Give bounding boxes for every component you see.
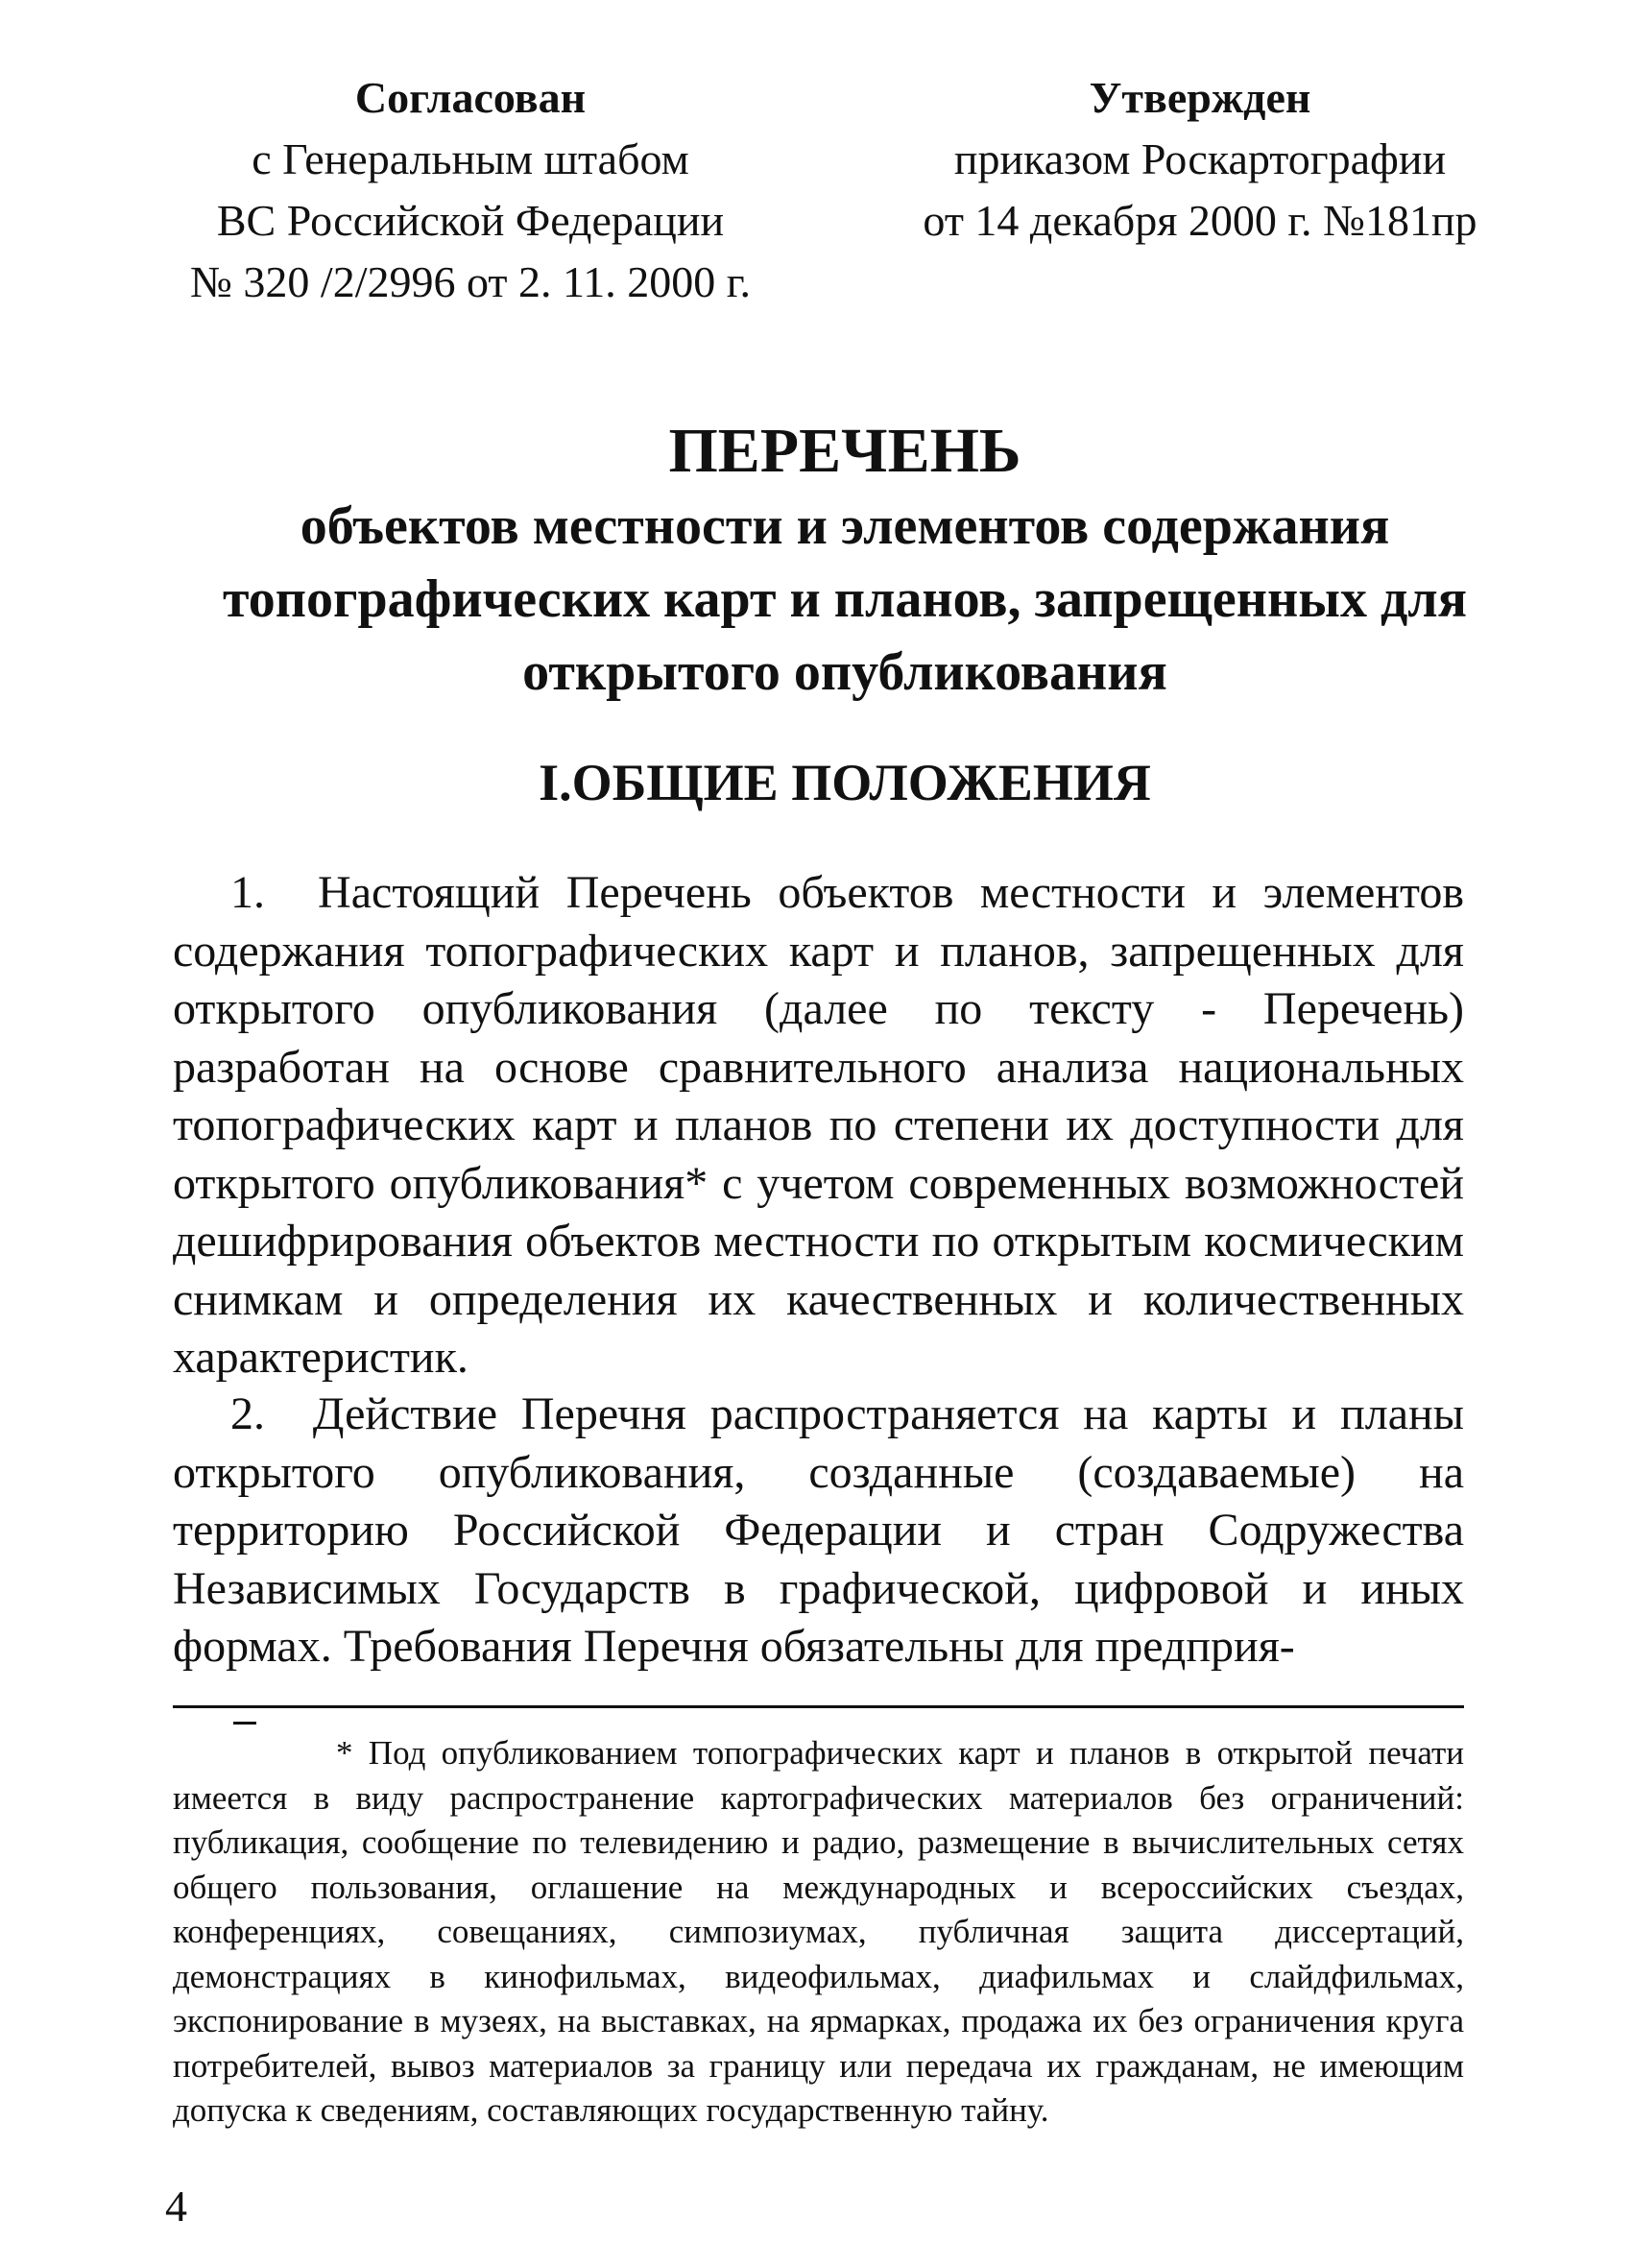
document-subtitle: объектов местности и элементов содержания топографических карт и планов, запрещенных для открытого опубликования	[223, 496, 1467, 702]
footnote: * Под опубликованием топографических карт и планов в открытой печати имеется в виду распространение картографических материалов без ограничений: публикация, сообщение по телевидению и радио, размещение в вычислительных сетях общего пользования, оглашение на международных и всероссийских съездах, конференциях, совещаниях, симпозиумах, публичная защита диссертаций, демонстрациях в кинофильмах, видеофильмах, диафильмах и слайдфильмах, экспонирование в музеях, на выставках, на ярмарках, продажа их без ограничения круга потребителей, вывоз материалов за границу или передача их гражданам, не имеющим допуска к сведениям, составляющих государственную тайну.	[173, 1734, 1464, 2129]
approval-agreed-heading: Согласован	[354, 73, 587, 122]
approval-approved-line: приказом Роскартографии	[953, 134, 1447, 183]
section-heading: I.ОБЩИЕ ПОЛОЖЕНИЯ	[539, 754, 1151, 811]
approval-approved-line: от 14 декабря 2000 г. №181пр	[923, 196, 1477, 245]
approval-block-approved	[902, 67, 1498, 252]
approval-block-agreed	[163, 67, 778, 313]
approval-agreed-line: ВС Российской Федерации	[216, 196, 725, 245]
footnote-dash	[233, 1722, 256, 1725]
approval-agreed-line: с Генеральным штабом	[252, 134, 689, 183]
document-title: ПЕРЕЧЕНЬ	[668, 416, 1021, 486]
approval-agreed-line: № 320 /2/2996 от 2. 11. 2000 г.	[190, 257, 751, 306]
page-number: 4	[165, 2182, 187, 2231]
footnote-divider	[173, 1705, 1464, 1708]
approval-approved-heading: Утвержден	[1089, 73, 1311, 122]
paragraph-1: 1. Настоящий Перечень объектов местности и элементов содержания топографических карт и планов, запрещенных для открытого опубликования (далее по тексту - Перечень) разработан на основе сравнительного анализа национальных топографических карт и планов по степени их доступности для открытого опубликования* с учетом современных возможностей дешифрирования объектов местности по открытым космическим снимкам и определения их качественных и количественных характеристик.	[173, 867, 1464, 1383]
paragraph-2: 2. Действие Перечня распространяется на карты и планы открытого опубликования, созданные (создаваемые) на территорию Российской Федерации и стран Содружества Независимых Государств в графической, цифровой и иных формах. Требования Перечня обязательны для предприя-	[173, 1388, 1464, 1672]
